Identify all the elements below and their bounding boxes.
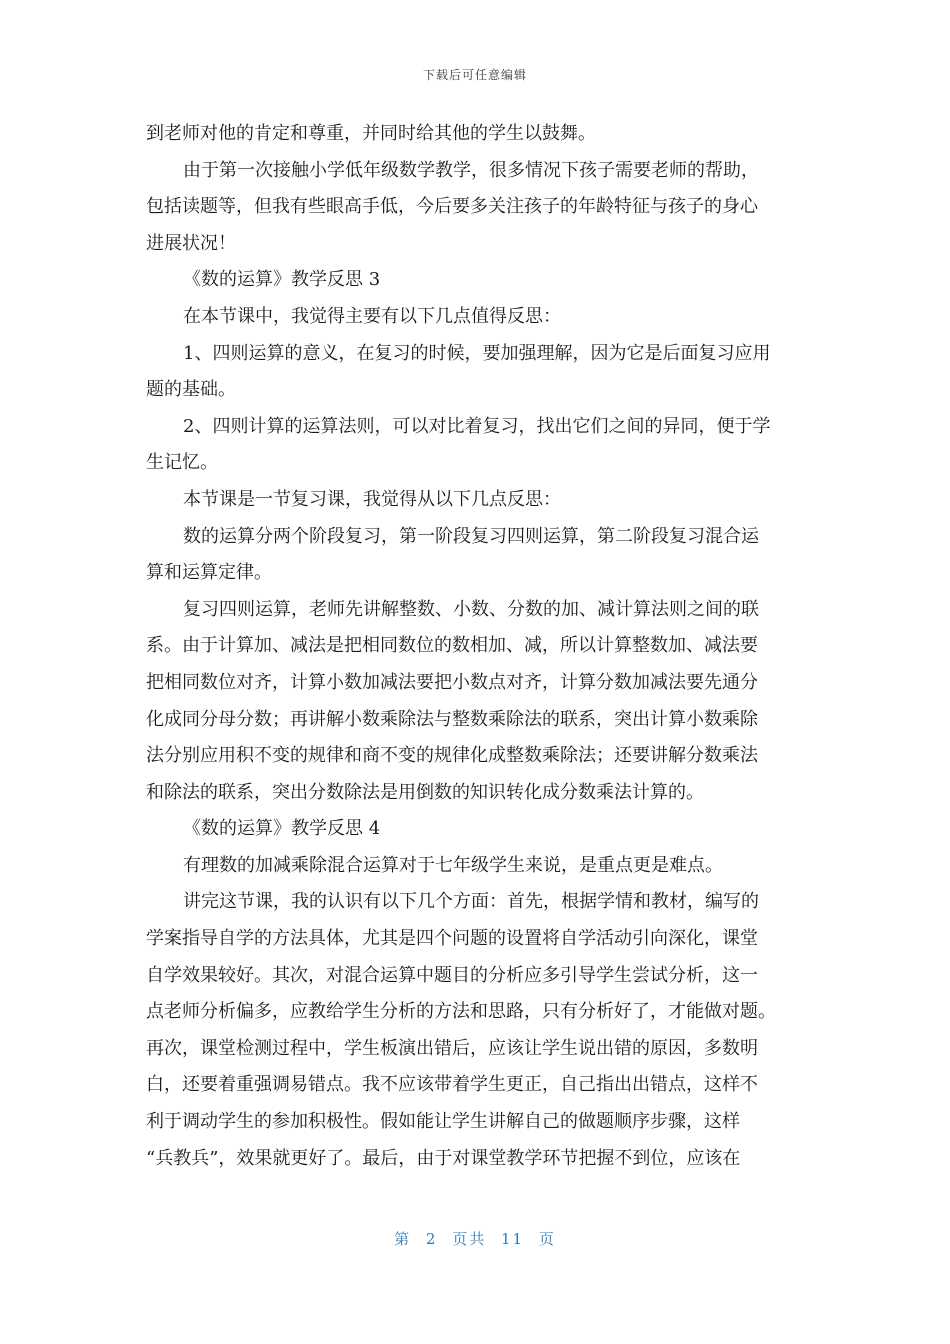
text-line: 到老师对他的肯定和尊重，并同时给其他的学生以鼓舞。: [146, 123, 596, 144]
text-line: 化成同分母分数；再讲解小数乘除法与整数乘除法的联系，突出计算小数乘除: [146, 708, 758, 730]
text-line: 利于调动学生的参加积极性。假如能让学生讲解自己的做题顺序步骤，这样: [146, 1111, 740, 1133]
text-line: 2、四则计算的运算法则，可以对比着复习，找出它们之间的异同，便于学: [183, 415, 771, 437]
text-line: 系。由于计算加、减法是把相同数位的数相加、减，所以计算整数加、减法要: [146, 635, 758, 657]
text-line: 进展状况！: [146, 232, 236, 254]
text-line: 1、四则运算的意义，在复习的时候，要加强理解，因为它是后面复习应用: [183, 342, 771, 364]
text-line: 自学效果较好。其次，对混合运算中题目的分析应多引导学生尝试分析，这一: [146, 964, 758, 986]
text-line: “兵教兵”，效果就更好了。最后，由于对课堂教学环节把握不到位，应该在: [146, 1147, 741, 1169]
text-line: 和除法的联系，突出分数除法是用倒数的知识转化成分数乘法计算的。: [146, 781, 704, 803]
page-header: 下载后可任意编辑: [422, 68, 527, 82]
text-line: 讲完这节课，我的认识有以下几个方面：首先，根据学情和教材，编写的: [183, 891, 759, 913]
text-line: 点老师分析偏多，应教给学生分析的方法和思路，只有分析好了，才能做对题。: [146, 1001, 776, 1023]
text-line: 再次，课堂检测过程中，学生板演出错后，应该让学生说出错的原因，多数明: [146, 1037, 758, 1059]
text-line: 把相同数位对齐，计算小数加减法要把小数点对齐，计算分数加减法要先通分: [146, 671, 758, 693]
section-heading: 《数的运算》教学反思 3: [183, 269, 381, 291]
text-line: 包括读题等，但我有些眼高手低，今后要多关注孩子的年龄特征与孩子的身心: [146, 196, 758, 218]
text-line: 在本节课中，我觉得主要有以下几点值得反思：: [183, 305, 561, 327]
text-line: 由于第一次接触小学低年级数学教学，很多情况下孩子需要老师的帮助，: [183, 159, 759, 181]
document-body: [146, 116, 806, 1177]
text-line: 有理数的加减乘除混合运算对于七年级学生来说，是重点更是难点。: [183, 854, 723, 876]
text-line: 题的基础。: [146, 379, 236, 401]
text-line: 学案指导自学的方法具体，尤其是四个问题的设置将自学活动引向深化，课堂: [146, 928, 758, 950]
page-number: 第 2 页共 11 页: [394, 1230, 556, 1248]
text-line: 法分别应用积不变的规律和商不变的规律化成整数乘除法；还要讲解分数乘法: [146, 745, 758, 767]
text-line: 本节课是一节复习课，我觉得从以下几点反思：: [183, 488, 561, 510]
text-line: 算和运算定律。: [146, 562, 272, 584]
text-line: 白，还要着重强调易错点。我不应该带着学生更正，自己指出出错点，这样不: [146, 1074, 758, 1096]
text-line: 生记忆。: [146, 452, 218, 474]
text-line: 数的运算分两个阶段复习，第一阶段复习四则运算，第二阶段复习混合运: [183, 525, 759, 547]
text-line: 复习四则运算，老师先讲解整数、小数、分数的加、减计算法则之间的联: [183, 598, 759, 620]
section-heading: 《数的运算》教学反思 4: [183, 818, 381, 840]
